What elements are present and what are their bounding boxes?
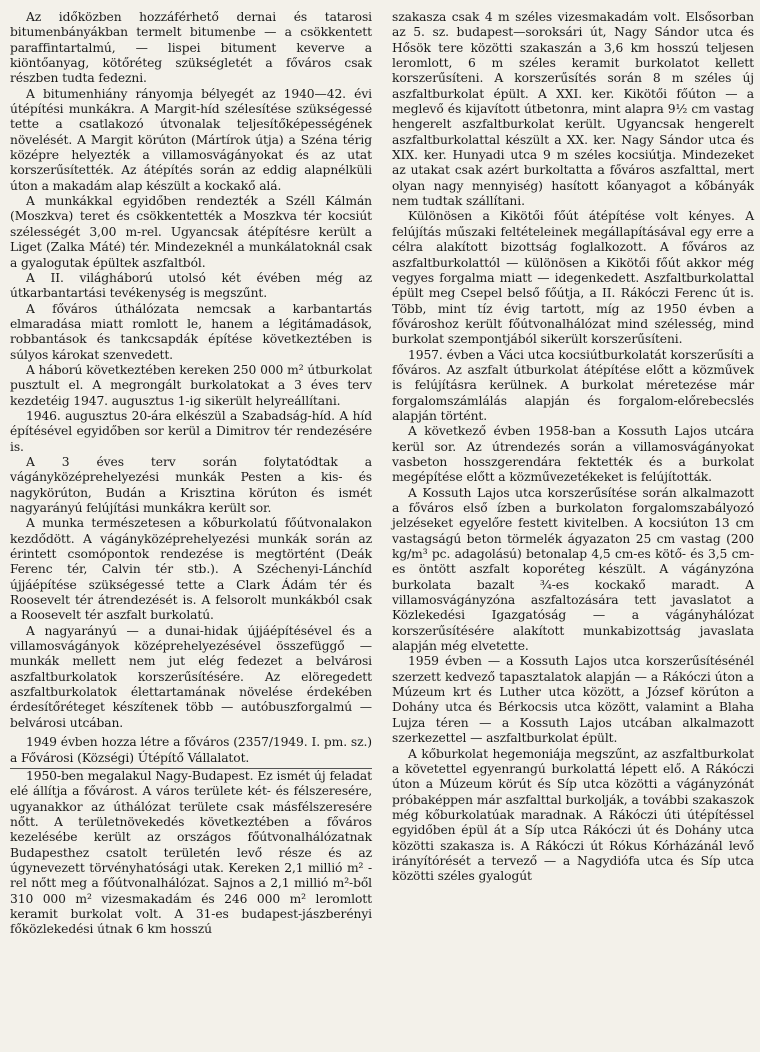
paragraph: A háború következtében kereken 250 000 m² útburkolat pusztult el. A megrongált burkolatokat a 3 éves terv kezdetéig 1947. augusztus 1-ig sikerült helyreállítani. [10, 362, 372, 408]
paragraph: A munka természetesen a kőburkolatú főútvonalakon kezdődött. A vágányközéprehelyezési munkák során az érintett csomópontok rendezése is megtörtént (Deák Ferenc tér, Calvin tér stb.). A Széchenyi-Lánchíd újjáépítése szükségessé tette a Clark Ádám tér és Roosevelt tér átrendezését is. A felsorolt munkákból csak a Roosevelt tér aszfalt burkolatú. [10, 516, 372, 623]
underlined-paragraph: 1949 évben hozza létre a főváros (2357/1949. I. pm. sz.) a Fővárosi (Községi) Útépítő Vállalatot. [10, 735, 372, 765]
paragraph: Különösen a Kikötői főút átépítése volt kényes. A felújítás műszaki feltételeinek megállapításával egy erre a célra alakított bizottság foglalkozott. A főváros az aszfaltburkolattól — különösen a Kikötői főút akkor még vegyes forgalma miatt — idegenkedett. Aszfaltburkolattal épült meg Csepel belső főútja, a II. Rákóczi Ferenc út is. Több, mint tíz évig tartott, míg az 1950 évben a fővároshoz került főútvonalhálózat mind szélesség, mind burkolat szempontjából sikerült korszerűsíteni. [392, 209, 754, 347]
paragraph: A bitumenhiány rányomja bélyegét az 1940—42. évi útépítési munkákra. A Margit-híd szélesítése szükségessé tette a csatlakozó útvonalak teljesítőképességének növelését. A Margit körúton (Mártírok útja) a Széna térig középre helyezték a villamosvágányokat és az utat korszerűsítették. Az átépítés során az eddig alapnélküli úton a makadám alap készült a kockakő alá. [10, 86, 372, 193]
paragraph: Az időközben hozzáférhető dernai és tatarosi bitumenbányákban termelt bitumenbe — a csökkentett paraffintartalmú, — lispei bitument keverve a kiöntőanyag, kötőréteg szükségletét a főváros csak részben tudta fedezni. [10, 10, 372, 86]
paragraph: A nagyarányú — a dunai-hidak újjáépítésével és a villamosvágányok középrehelyezésével összefüggő — munkák mellett nem jut elég fedezet a belvárosi aszfaltburkolatok korszerűsítésére. Az elöregedett aszfaltburkolatok élettartamának növelése érdekében érdesítőréteget készítenek több — autóbuszforgalmú — belvárosi utcában. [10, 623, 372, 730]
paragraph: A 3 éves terv során folytatódtak a vágányközéprehelyezési munkák Pesten a kis- és nagykörúton, Budán a Krisztina körúton és ismét nagyarányú felújítási munkákra került sor. [10, 454, 372, 515]
paragraph: A főváros úthálózata nemcsak a karbantartás elmaradása miatt romlott le, hanem a légitámadások, robbantások és tankcsapdák építése következtében is súlyos károkat szenvedett. [10, 301, 372, 362]
paragraph: 1957. évben a Váci utca kocsiútburkolatát korszerűsíti a főváros. Az aszfalt útburkolat átépítése előtt a közművek is felújításra kerülnek. A burkolat méretezése már forgalomszámlálás alapján és forgalom-előrebecslés alapján történt. [392, 347, 754, 423]
paragraph: szakasza csak 4 m széles vizesmakadám volt. Elsősorban az 5. sz. budapest—soroksári út, Nagy Sándor utca és Hősök tere közötti szakaszán a 3,6 km hosszú teljesen leromlott, 6 m széles keramit burkolatot kellett korszerűsíteni. A korszerűsítés során 8 m széles új aszfaltburkolat épült. A XXI. ker. Kikötői főúton — a meglevő és kijavított útbetonra, mint alapra 9½ cm vastag hengerelt aszfaltburkolat került. Ugyancsak hengerelt aszfaltburkolattal készült a XX. ker. Nagy Sándor utca és XIX. ker. Hunyadi utca 9 m széles kocsiútja. Mindezeket az utakat csak azért burkoltatta a főváros aszfalttal, mert olyan nagy mennyiség) hasított kőanyagot a kőbányák nem tudtak szállítani. [392, 10, 754, 209]
paragraph: A Kossuth Lajos utca korszerűsítése során alkalmazott a főváros első ízben a burkolaton forgalomszabályozó jelzéseket egyelőre festett kivitelben. A kocsiúton 13 cm vastagságú beton törmelék ágyazaton 25 cm vastag (200 kg/m³ pc. adagolású) betonalap 4,5 cm-es kötő- és 3,5 cm-es öntött aszfalt koporéteg készült. A vágányzóna burkolata bazalt ¾-es kockakő maradt. A villamosvágányzóna aszfaltozására tett javaslatot a Közlekedési Igazgatóság — a vágányhálózat korszerűsítésére alakított munkabizottság javaslata alapján még elvetette. [392, 485, 754, 654]
paragraph: 1950-ben megalakul Nagy-Budapest. Ez ismét új feladat elé állítja a fővárost. A város területe két- és félszeresére, ugyanakkor az úthálózat területe csak másfélszeresére nőtt. A területnövekedés következtében a főváros kezelésébe került az országos főútvonalhálózatnak Budapesthez csatolt területén levő része és az úgynevezett törvényhatósági utak. Kereken 2,1 millió m² -rel nőtt meg a főútvonalhálózat. Sajnos a 2,1 millió m²-ből 310 000 m² vizesmakadám és 246 000 m² leromlott keramit burkolat volt. A 31-es budapest-jászberényi főközlekedési útnak 6 km hosszú [10, 768, 372, 937]
paragraph: 1946. augusztus 20-ára elkészül a Szabadság-híd. A híd építésével egyidőben sor kerül a Dimitrov tér rendezésére is. [10, 408, 372, 454]
paragraph: A kőburkolat hegemoniája megszűnt, az aszfaltburkolat a követettel egyenrangú burkolattá lépett elő. A Rákóczi úton a Múzeum körút és Síp utca közötti a vágányzónát próbaképpen már aszfalttal burkolják, a további szakaszok még kőburkolatúak maradnak. A Rákóczi úti útépítéssel egyidőben épül át a Síp utca Rákóczi út és Dohány utca közötti szakasza is. A Rákóczi út Rókus Kórházánál levő irányítórését a tervező — a Nagydiófa utca és Síp utca közötti széles gyalogút [392, 746, 754, 884]
paragraph: A munkákkal egyidőben rendezték a Széll Kálmán (Moszkva) teret és csökkentették a Moszkva tér kocsiút szélességét 3,00 m-rel. Ugyancsak átépítésre került a Liget (Zalka Máté) tér. Mindezeknél a munkálatoknál csak a gyalogutak épültek aszfaltból. [10, 194, 372, 270]
left-column [10, 10, 372, 938]
paragraph: A következő évben 1958-ban a Kossuth Lajos utcára kerül sor. Az útrendezés során a villamosvágányokat vasbeton hosszgerendára fektették és a burkolat megépítése előtt a közművezetékeket is felújították. [392, 424, 754, 485]
paragraph: 1959 évben — a Kossuth Lajos utca korszerűsítésénél szerzett kedvező tapasztalatok alapján — a Rákóczi úton a Múzeum krt és Luther utca között, a József körúton a Dohány utca és Bérkocsis utca között, valamint a Blaha Lujza téren — a Kossuth Lajos utcában alkalmazott szerkezettel — aszfaltburkolat épült. [392, 654, 754, 746]
paragraph: A II. világháború utolsó két évében még az útkarbantartási tevékenység is megszűnt. [10, 270, 372, 301]
right-column [392, 10, 754, 885]
